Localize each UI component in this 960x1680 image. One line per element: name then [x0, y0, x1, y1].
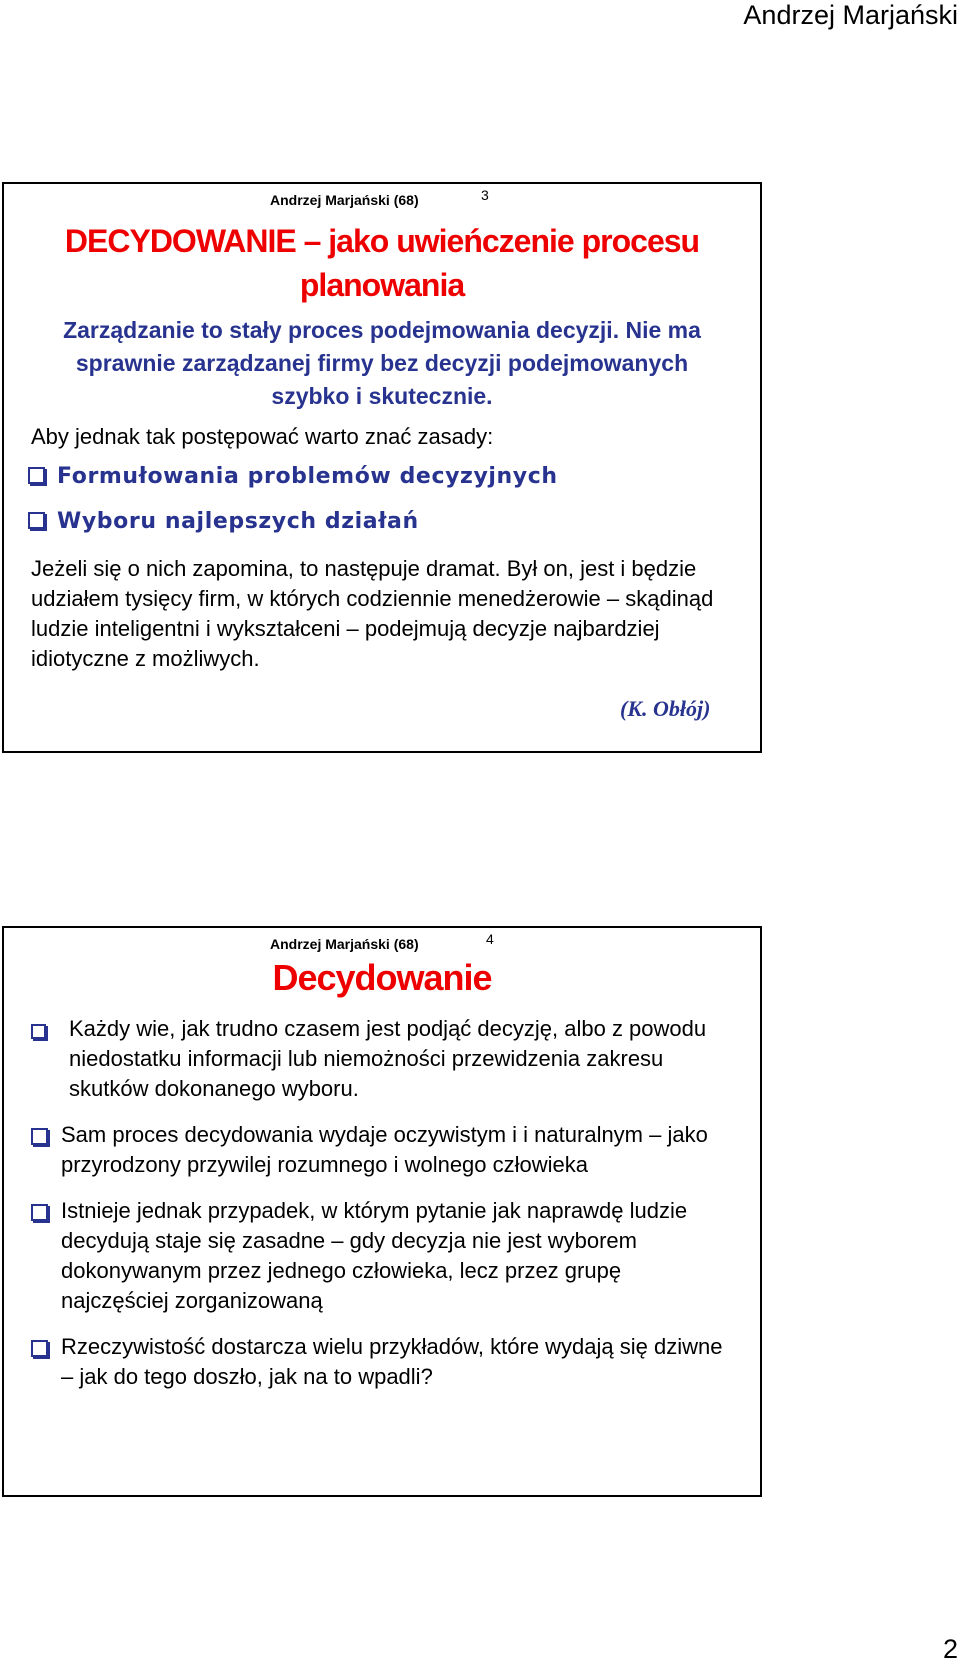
list-item	[31, 1332, 731, 1392]
intro-text: Zarządzanie to stały proces podejmowania decyzji. Nie ma sprawnie zarządzanej firmy bez decyzji podejmowanych szybko i skutecznie.	[63, 317, 701, 409]
bullet-list	[31, 1014, 731, 1408]
bullet-item	[28, 462, 558, 492]
bullet-text: Sam proces decydowania wydaje oczywistym i i naturalnym – jako przyrodzony przywilej rozumnego i wolnego człowieka	[61, 1122, 708, 1177]
checkbox-icon	[28, 467, 45, 484]
body-paragraph: Jeżeli się o nich zapomina, to następuje dramat. Był on, jest i będzie udziałem tysięcy firm, w których codziennie menedżerowie – skądinąd ludzie inteligentni i wykształceni – podejmują decyzje najbardziej idiotyczne z możliwych.	[31, 556, 714, 671]
slide-author: Andrzej Marjański (68)	[270, 192, 419, 208]
slide-number: 3	[481, 187, 489, 203]
slide-number: 4	[486, 931, 494, 947]
bullet-text: Wyboru najlepszych działań	[57, 509, 419, 534]
slide-title: DECYDOWANIE – jako uwieńczenie procesu planowania	[64, 223, 700, 303]
list-item	[31, 1196, 731, 1316]
checkbox-icon	[31, 1204, 48, 1221]
bullet-text: Formułowania problemów decyzyjnych	[57, 464, 558, 489]
checkbox-icon	[31, 1128, 48, 1145]
page-header: Andrzej Marjański	[743, 0, 958, 30]
checkbox-icon	[31, 1024, 46, 1039]
lead-text: Aby jednak tak postępować warto znać zasady:	[31, 424, 494, 449]
slide-author: Andrzej Marjański (68)	[270, 936, 419, 952]
bullet-text: Istnieje jednak przypadek, w którym pytanie jak naprawdę ludzie decydują staje się zasadne – gdy decyzja nie jest wyborem dokonywanym przez jednego człowieka, lecz przez grupę najczęściej zorganizowaną	[61, 1198, 688, 1313]
bullet-text: Rzeczywistość dostarcza wielu przykładów, które wydają się dziwne – jak do tego doszło, jak na to wpadli?	[61, 1334, 723, 1389]
checkbox-icon	[28, 512, 45, 529]
slide-title: Decydowanie	[272, 957, 492, 998]
checkbox-icon	[31, 1340, 48, 1357]
slide-4	[2, 926, 762, 1497]
slide-3	[2, 182, 762, 753]
list-item	[31, 1120, 731, 1180]
list-item	[31, 1014, 731, 1104]
bullet-item	[28, 507, 419, 537]
quote-source: (K. Obłój)	[620, 696, 711, 721]
bullet-text: Każdy wie, jak trudno czasem jest podjąć decyzję, albo z powodu niedostatku informacji lub niemożności przewidzenia zakresu skutków dokonanego wyboru.	[69, 1016, 707, 1101]
page-number: 2	[942, 1634, 958, 1664]
